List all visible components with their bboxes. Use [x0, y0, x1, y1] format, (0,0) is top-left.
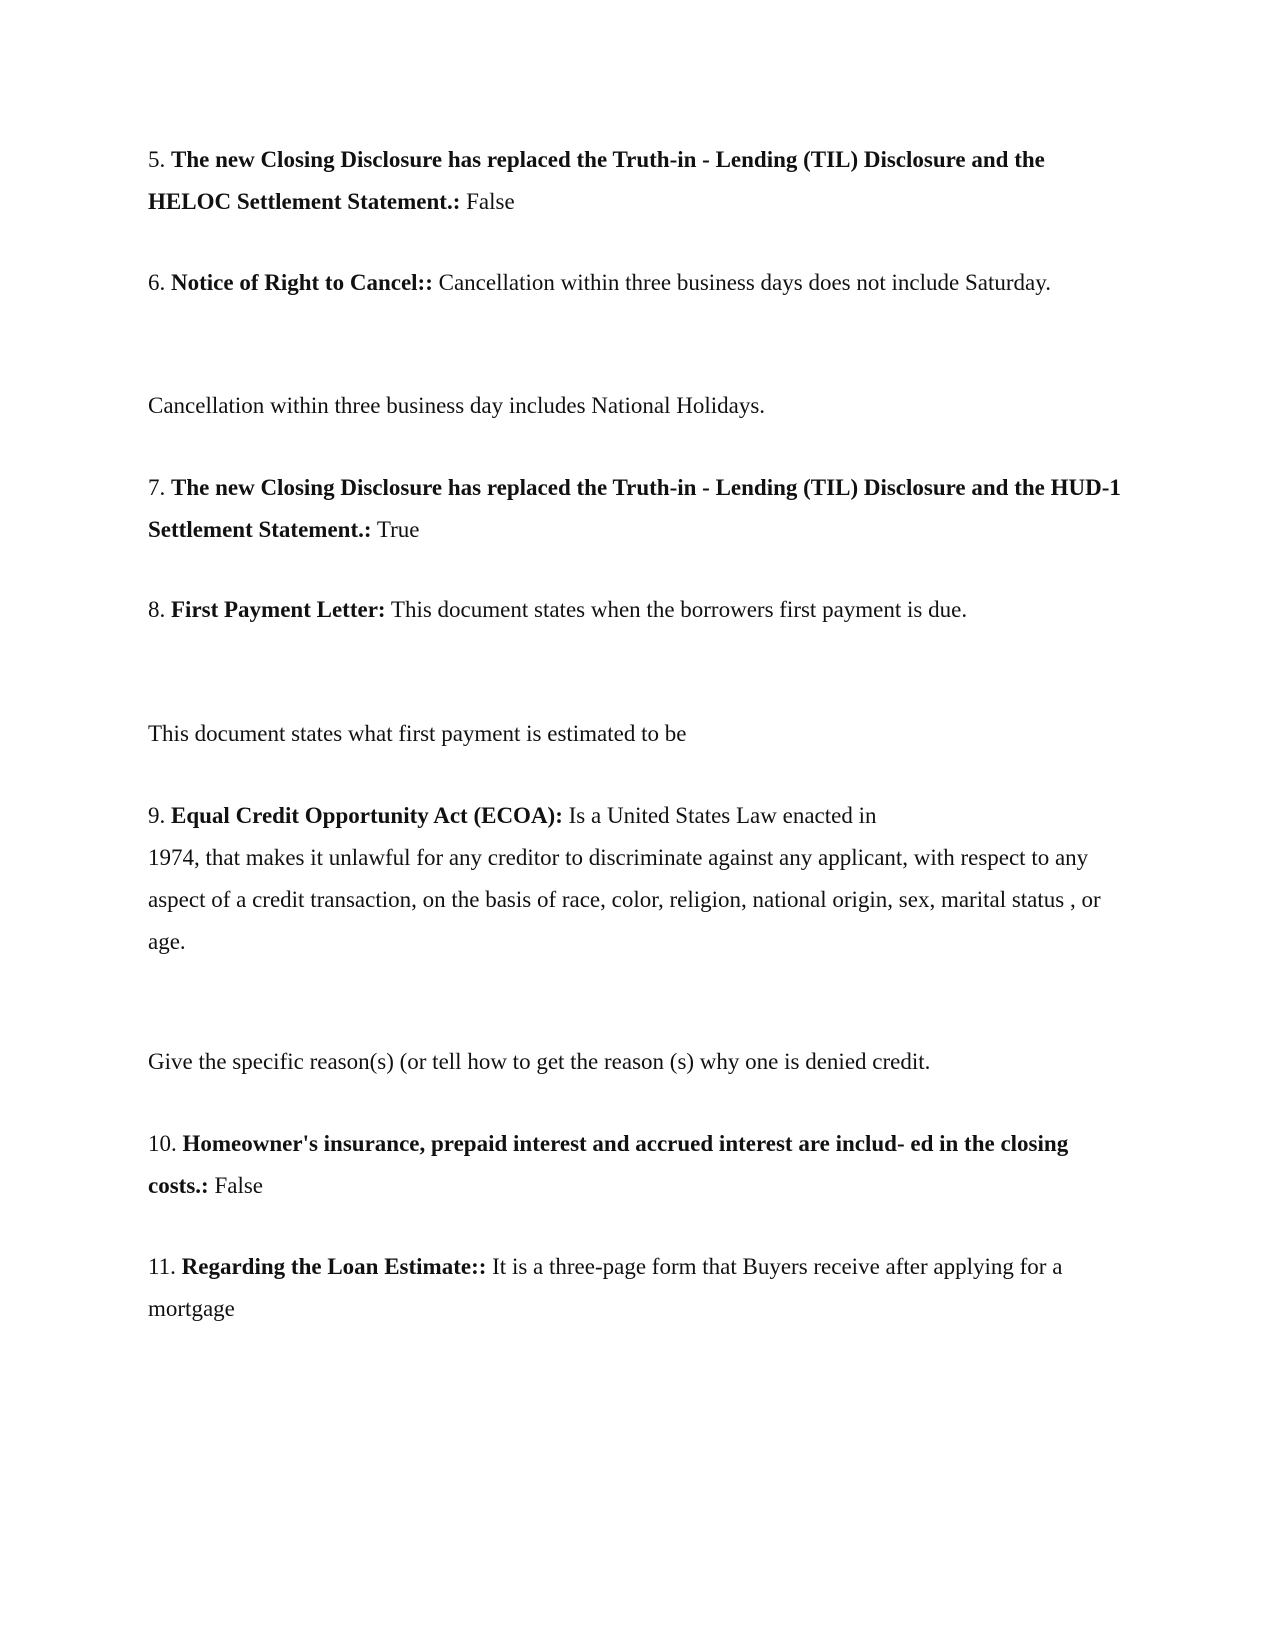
- item-number: 11.: [148, 1254, 176, 1279]
- item-answer: This document states when the borrowers first payment is due.: [390, 597, 968, 622]
- item-7: [148, 467, 1128, 551]
- item-term: The new Closing Disclosure has replaced the Truth-in - Lending (TIL) Disclosure and the HELOC Settlement Statement.:: [148, 147, 1045, 214]
- item-term: Homeowner's insurance, prepaid interest and accrued interest are includ- ed in the closing costs.:: [148, 1131, 1069, 1198]
- item-6-extra: Cancellation within three business day includes National Holidays.: [148, 393, 766, 418]
- item-6: [148, 262, 1148, 304]
- item-answer: True: [376, 517, 420, 542]
- item-number: 6.: [148, 270, 166, 295]
- item-answer: Cancellation within three business days does not include Saturday.: [438, 270, 1051, 295]
- item-9-extra: Give the specific reason(s) (or tell how to get the reason (s) why one is denied credit.: [148, 1049, 931, 1074]
- item-8-extra: This document states what first payment is estimated to be: [148, 721, 687, 746]
- item-5: [148, 139, 1128, 223]
- item-answer: False: [214, 1173, 263, 1198]
- item-term: The new Closing Disclosure has replaced the Truth-in - Lending (TIL) Disclosure and the HUD-1 Settlement Statement.:: [148, 475, 1121, 542]
- item-answer: Is a United States Law enacted in: [568, 803, 877, 828]
- item-term: Regarding the Loan Estimate::: [181, 1254, 487, 1279]
- item-term: First Payment Letter:: [171, 597, 386, 622]
- item-answer: It is a three-page form that Buyers receive after applying for a mortgage: [148, 1254, 1063, 1321]
- item-number: 7.: [148, 475, 166, 500]
- item-number: 5.: [148, 147, 166, 172]
- item-number: 9.: [148, 803, 166, 828]
- item-answer-continued: 1974, that makes it unlawful for any creditor to discriminate against any applicant, with respect to any aspect of a credit transaction, on the basis of race, color, religion, national origin, sex, marital status , or age.: [148, 845, 1101, 954]
- item-9: [148, 795, 1128, 963]
- item-10: [148, 1123, 1128, 1207]
- item-11: [148, 1246, 1128, 1330]
- item-number: 10.: [148, 1131, 177, 1156]
- item-answer: False: [466, 189, 515, 214]
- item-number: 8.: [148, 597, 166, 622]
- item-term: Notice of Right to Cancel::: [171, 270, 433, 295]
- item-9-first-line: [148, 795, 1128, 837]
- item-8: [148, 589, 1128, 631]
- item-term: Equal Credit Opportunity Act (ECOA):: [171, 803, 563, 828]
